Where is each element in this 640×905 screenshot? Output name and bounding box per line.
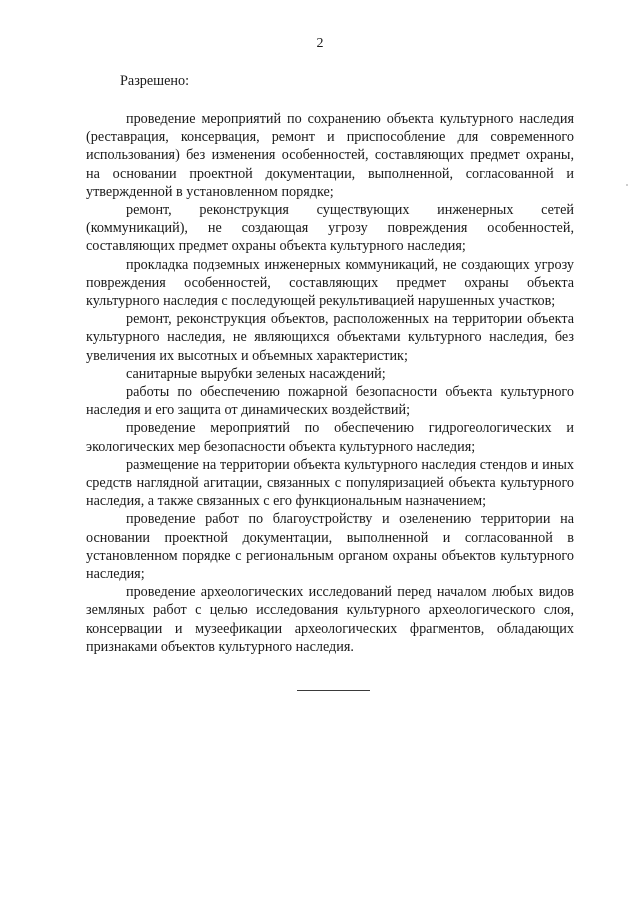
- list-item: проведение археологических исследований перед началом любых видов земляных работ с целью исследования культурного археологического слоя, консервации и музеефикации археологических фрагментов, обладающих признаками объектов культурного наследия.: [86, 584, 574, 655]
- list-item: прокладка подземных инженерных коммуникаций, не создающих угрозу повреждения особенностей, составляющих предмет охраны объекта культурного наследия с последующей рекультивацией нарушенных участков;: [86, 256, 574, 310]
- page-number: 2: [316, 36, 324, 51]
- list-item: проведение мероприятий по обеспечению гидрогеологических и экологических мер безопасности объекта культурного наследия;: [86, 420, 574, 455]
- end-of-text-divider: [297, 690, 370, 691]
- list-item: ремонт, реконструкция существующих инженерных сетей (коммуникаций), не создающая угрозу повреждения особенностей, составляющих предмет охраны объекта культурного наследия;: [86, 202, 574, 255]
- list-item: ремонт, реконструкция объектов, расположенных на территории объекта культурного наследия, не являющихся объектами культурного наследия, без увеличения их высотных и объемных характеристик;: [86, 311, 574, 364]
- list-item: проведение работ по благоустройству и озеленению территории на основании проектной документации, выполненной и согласованной в установленном порядке с региональным органом охраны объектов культурного наследия;: [86, 511, 574, 583]
- list-item: санитарные вырубки зеленых насаждений;: [126, 365, 386, 382]
- permitted-activities-list: [86, 110, 574, 656]
- list-item: проведение мероприятий по сохранению объекта культурного наследия (реставрация, консервация, ремонт и приспособление для современного использования) без изменения особенностей, составляющих предмет охраны, на основании проектной документации, выполненной, согласованной и утвержденной в установленном порядке;: [86, 111, 574, 200]
- section-heading: Разрешено:: [120, 73, 190, 89]
- list-item: размещение на территории объекта культурного наследия стендов и иных средств наглядной агитации, связанных с популяризацией объекта культурного наследия, а также связанных с его функциональным назначением;: [86, 456, 574, 510]
- scan-speck: [626, 184, 628, 186]
- list-item: работы по обеспечению пожарной безопасности объекта культурного наследия и его защита от динамических воздействий;: [86, 384, 574, 419]
